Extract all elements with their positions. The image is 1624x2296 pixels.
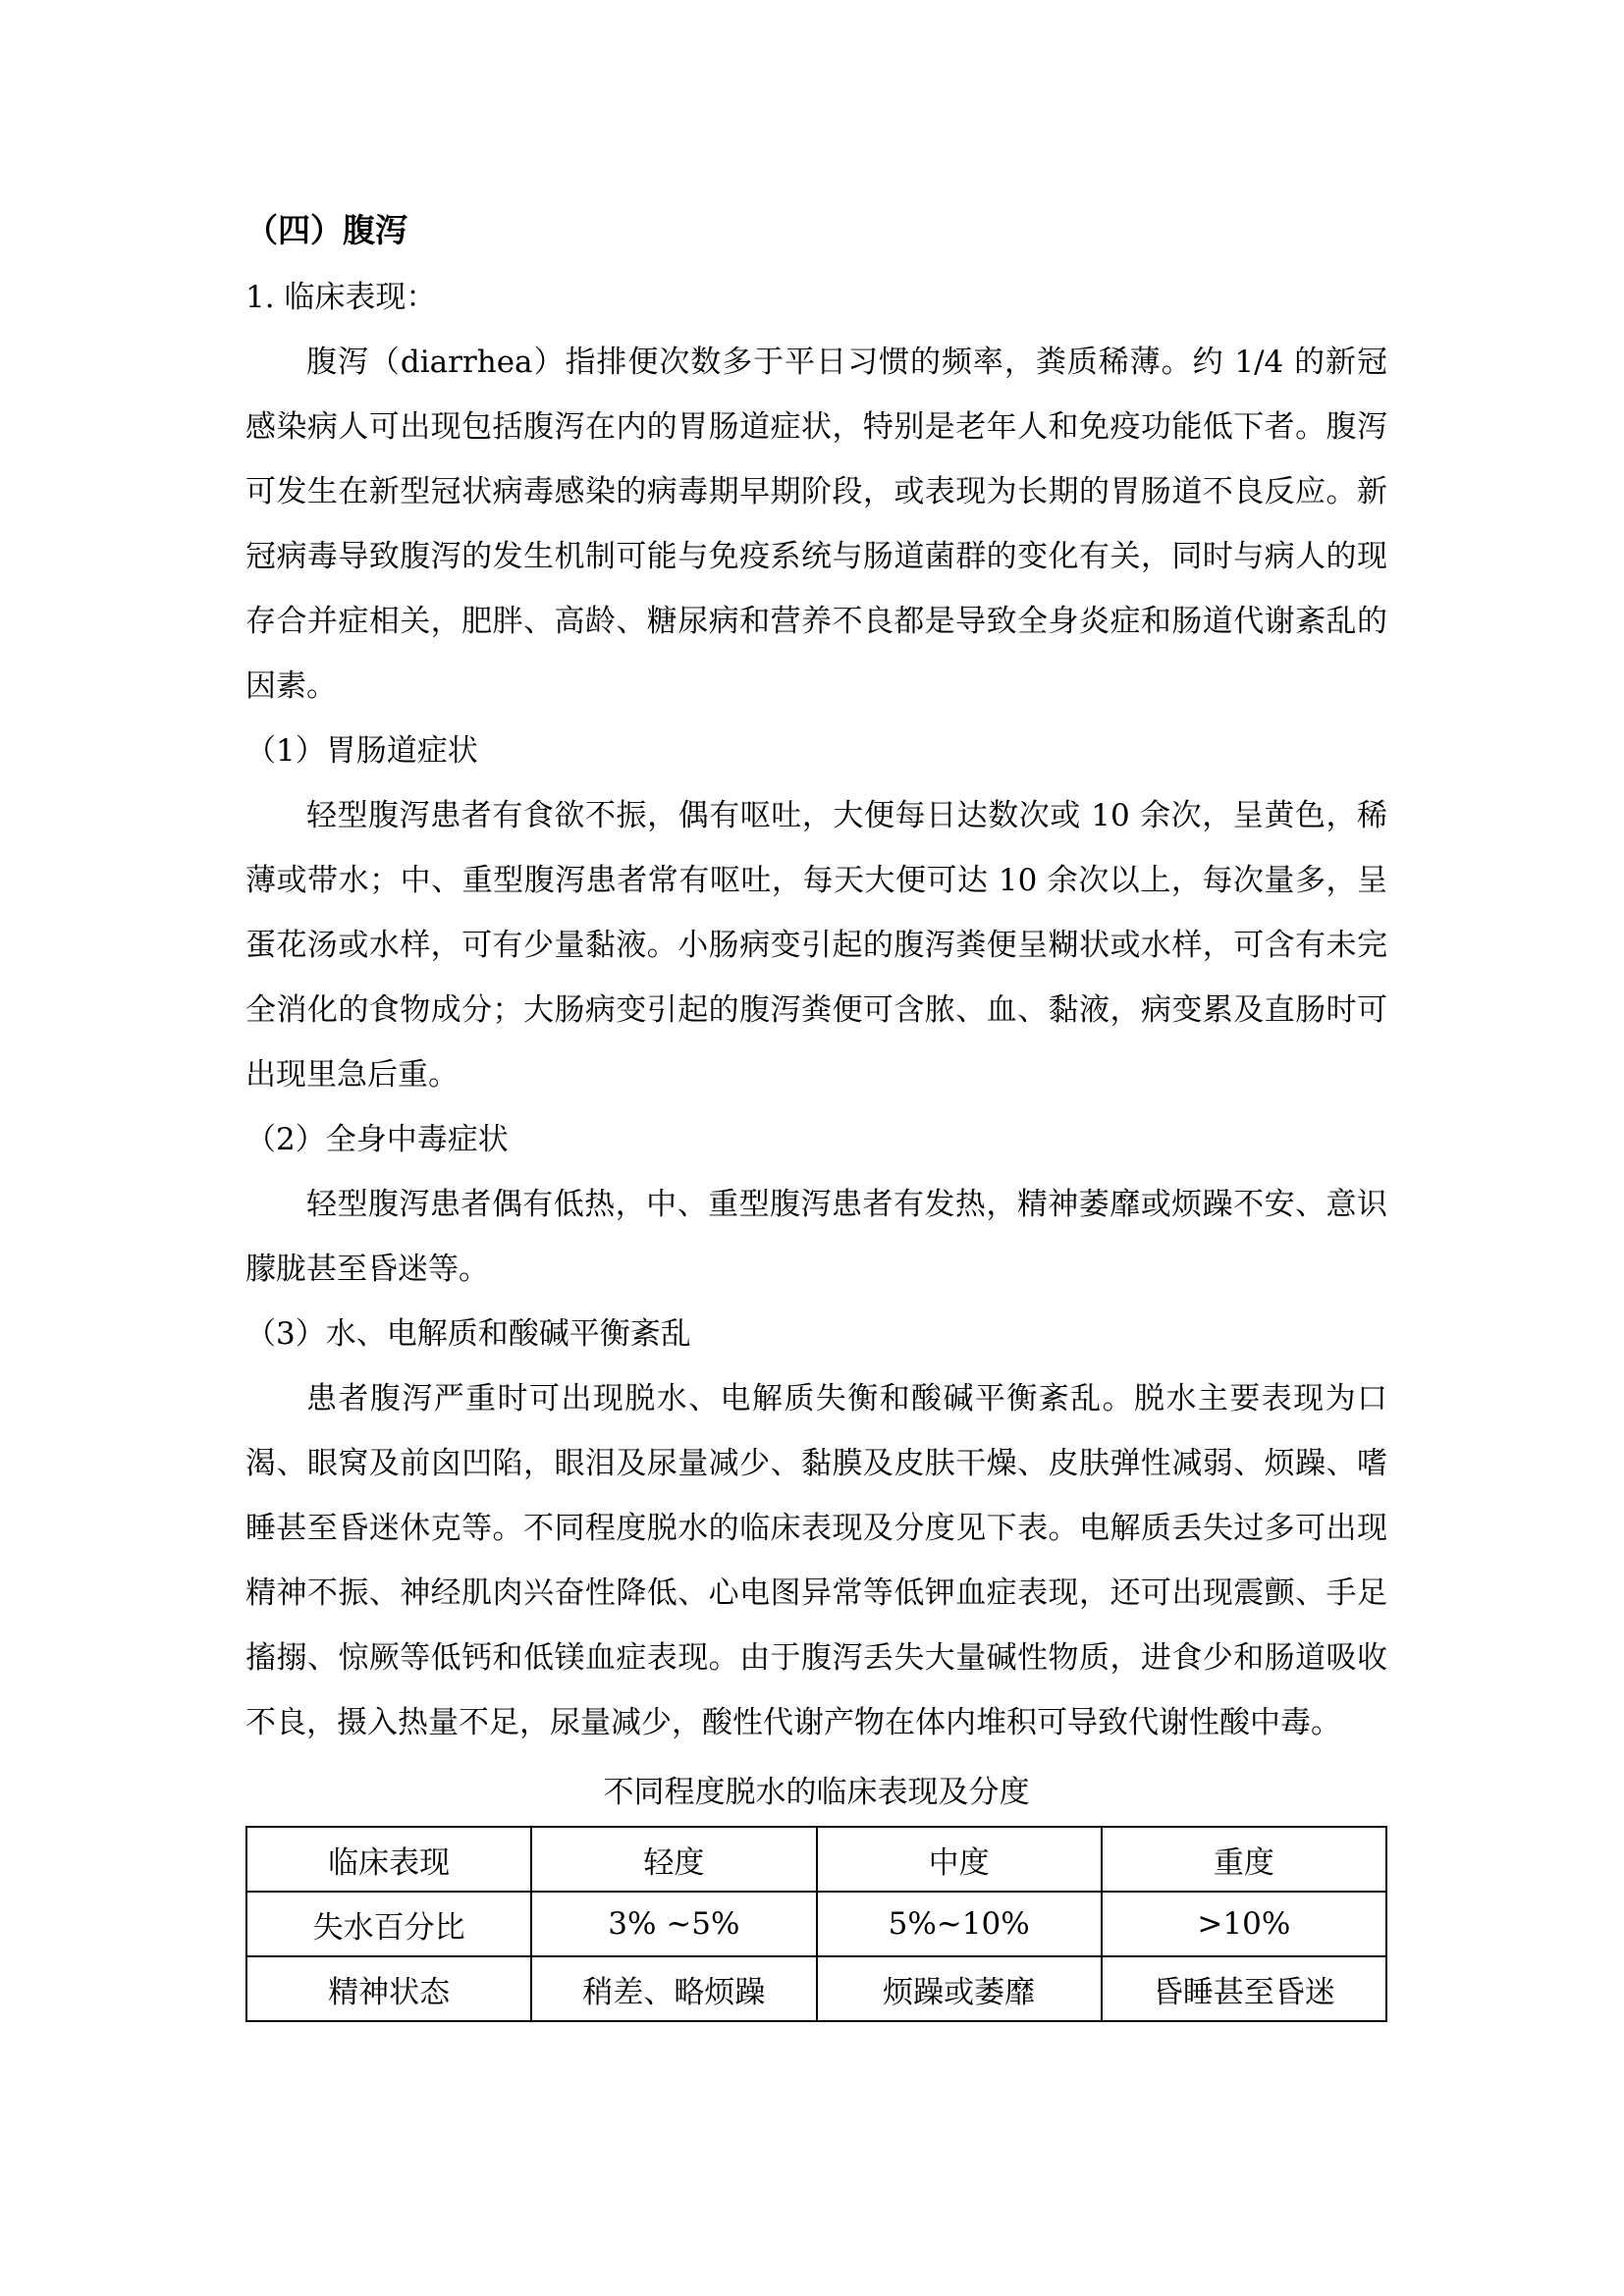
gi-symptoms-heading: （1）胃肠道症状 <box>245 733 478 769</box>
table-cell: 3% ~5% <box>531 1892 816 1956</box>
gi-symptoms-paragraph: 轻型腹泻患者有食欲不振，偶有呕吐，大便每日达数次或 10 余次，呈黄色，稀薄或带水；中、重型腹泻患者常有呕吐，每天大便可达 10 余次以上，每次量多，呈蛋花汤或水样，可有少量黏液。小肠病变引起的腹泻粪便呈糊状或水样，可含有未完全消化的食物成分；大肠病变引起的腹泻粪便可含脓、血、黏液，病变累及直肠时可出现里急后重。 <box>245 798 1387 1093</box>
table-header-row <box>246 1827 1386 1892</box>
table-header-cell: 中度 <box>817 1827 1102 1892</box>
document-page <box>245 196 1387 2022</box>
table-cell: 烦躁或萎靡 <box>817 1956 1102 2021</box>
systemic-symptoms-heading: （2）全身中毒症状 <box>245 1122 509 1157</box>
table-cell: 失水百分比 <box>246 1892 531 1956</box>
table-cell: >10% <box>1102 1892 1386 1956</box>
clinical-manifestation-heading: 1. 临床表现： <box>245 280 437 315</box>
table-row <box>246 1956 1386 2021</box>
table-row <box>246 1892 1386 1956</box>
intro-paragraph: 腹泻（diarrhea）指排便次数多于平日习惯的频率，粪质稀薄。约 1/4 的新冠感染病人可出现包括腹泻在内的胃肠道症状，特别是老年人和免疫功能低下者。腹泻可发生在新型冠状病毒感染的病毒期早期阶段，或表现为长期的胃肠道不良反应。新冠病毒导致腹泻的发生机制可能与免疫系统与肠道菌群的变化有关，同时与病人的现存合并症相关，肥胖、高龄、糖尿病和营养不良都是导致全身炎症和肠道代谢紊乱的因素。 <box>245 345 1387 704</box>
table-cell: 昏睡甚至昏迷 <box>1102 1956 1386 2021</box>
table-header-cell: 临床表现 <box>246 1827 531 1892</box>
electrolyte-paragraph: 患者腹泻严重时可出现脱水、电解质失衡和酸碱平衡紊乱。脱水主要表现为口渴、眼窝及前囟凹陷，眼泪及尿量减少、黏膜及皮肤干燥、皮肤弹性减弱、烦躁、嗜睡甚至昏迷休克等。不同程度脱水的临床表现及分度见下表。电解质丢失过多可出现精神不振、神经肌肉兴奋性降低、心电图异常等低钾血症表现，还可出现震颤、手足搐搦、惊厥等低钙和低镁血症表现。由于腹泻丢失大量碱性物质，进食少和肠道吸收不良，摄入热量不足，尿量减少，酸性代谢产物在体内堆积可导致代谢性酸中毒。 <box>245 1381 1387 1740</box>
table-header-cell: 重度 <box>1102 1827 1386 1892</box>
table-header-cell: 轻度 <box>531 1827 816 1892</box>
electrolyte-heading: （3）水、电解质和酸碱平衡紊乱 <box>245 1316 691 1352</box>
systemic-symptoms-paragraph: 轻型腹泻患者偶有低热，中、重型腹泻患者有发热，精神萎靡或烦躁不安、意识朦胧甚至昏迷等。 <box>245 1187 1387 1287</box>
table-cell: 稍差、略烦躁 <box>531 1956 816 2021</box>
section-title: （四）腹泻 <box>245 211 407 249</box>
table-cell: 5%~10% <box>817 1892 1102 1956</box>
table-caption: 不同程度脱水的临床表现及分度 <box>603 1775 1030 1810</box>
table-cell: 精神状态 <box>246 1956 531 2021</box>
dehydration-table <box>245 1826 1387 2022</box>
